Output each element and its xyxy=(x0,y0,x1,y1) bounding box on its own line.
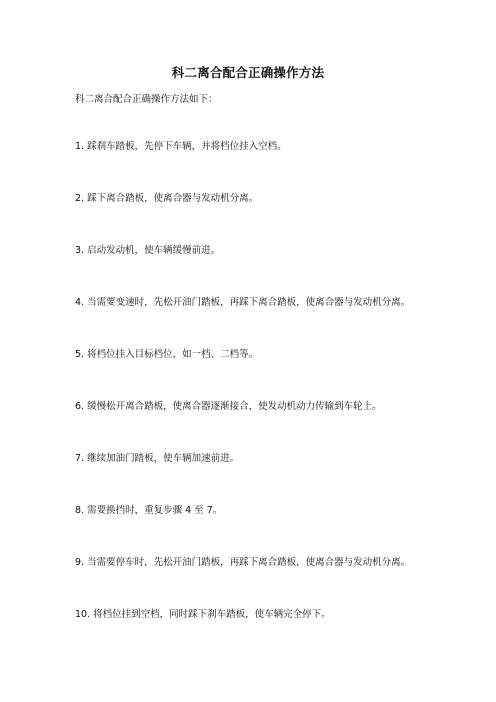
step-item: 4. 当需要变速时，先松开油门踏板，再踩下离合踏板，使离合器与发动机分离。 xyxy=(75,297,411,308)
step-item: 3. 启动发动机，使车辆缓慢前进。 xyxy=(75,245,221,256)
step-item: 1. 踩刹车踏板，先停下车辆，并将档位挂入空档。 xyxy=(75,141,287,152)
step-item: 9. 当需要停车时，先松开油门踏板，再踩下离合踏板，使离合器与发动机分离。 xyxy=(75,557,411,568)
steps-list xyxy=(75,140,410,660)
step-item: 7. 继续加油门踏板，使车辆加速前进。 xyxy=(75,453,240,464)
document-title: 科二离合配合正确操作方法 xyxy=(171,65,325,80)
step-item: 8. 需要换挡时，重复步骤 4 至 7。 xyxy=(75,505,223,516)
step-item: 10. 将档位挂到空档，同时踩下刹车踏板，使车辆完全停下。 xyxy=(75,609,331,620)
intro-text: 科二离合配合正确操作方法如下： xyxy=(75,94,218,105)
step-item: 6. 缓慢松开离合踏板，使离合器逐渐接合，使发动机动力传输到车轮上。 xyxy=(75,401,382,412)
step-item: 5. 将档位挂入目标档位，如一档、二档等。 xyxy=(75,349,259,360)
step-item: 2. 踩下离合踏板，使离合器与发动机分离。 xyxy=(75,193,259,204)
